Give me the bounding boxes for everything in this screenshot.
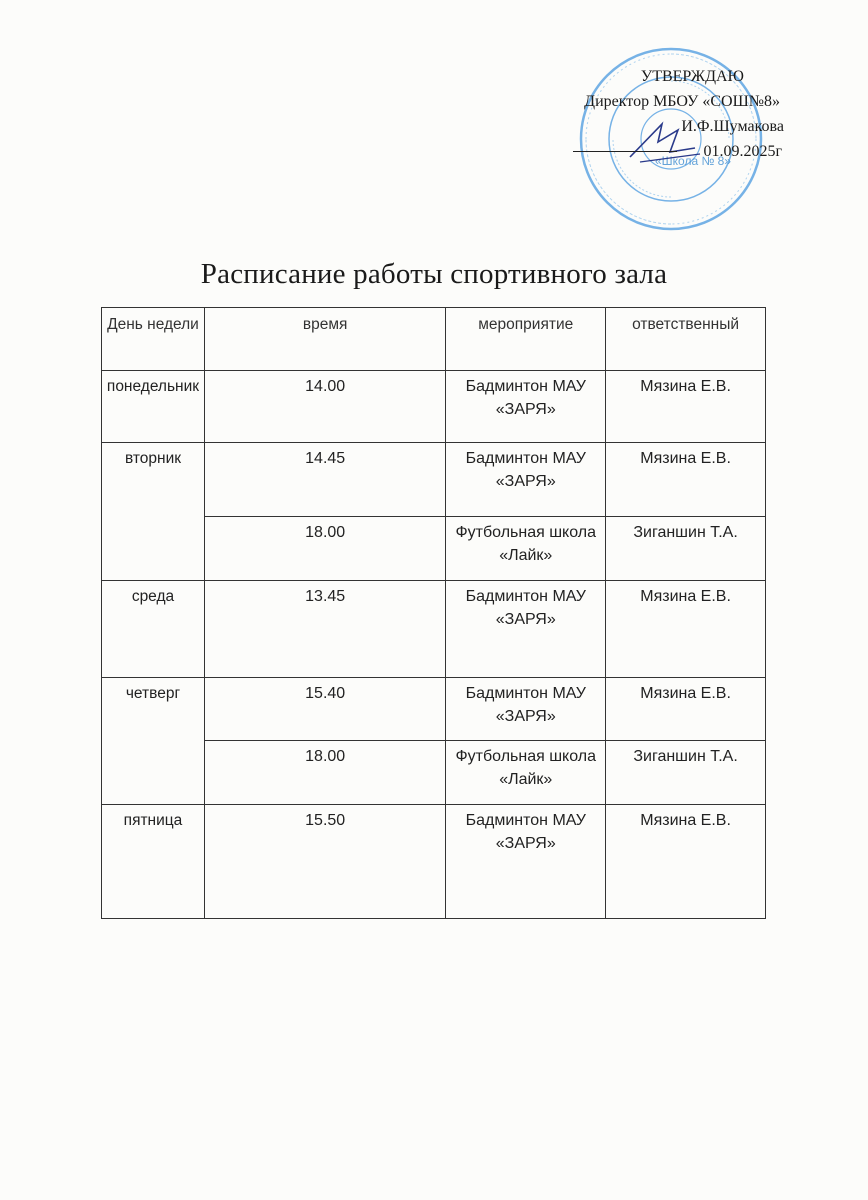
event-cell: Бадминтон МАУ «ЗАРЯ» (446, 678, 606, 741)
time-cell: 14.45 (204, 443, 445, 517)
time-cell: 15.40 (204, 678, 445, 741)
event-cell: Бадминтон МАУ «ЗАРЯ» (446, 443, 606, 517)
time-cell: 15.50 (204, 805, 445, 919)
event-cell: Бадминтон МАУ «ЗАРЯ» (446, 371, 606, 443)
day-cell: четверг (102, 678, 205, 805)
header-day: День недели (102, 308, 205, 371)
header-event: мероприятие (446, 308, 606, 371)
responsible-cell: Мязина Е.В. (606, 371, 766, 443)
time-cell: 13.45 (204, 581, 445, 678)
signature-line (573, 151, 677, 152)
table-header-row (102, 308, 766, 371)
responsible-cell: Мязина Е.В. (606, 581, 766, 678)
responsible-cell: Мязина Е.В. (606, 678, 766, 741)
page-title: Расписание работы спортивного зала (200, 258, 668, 290)
approval-block (540, 64, 790, 164)
approval-heading: УТВЕРЖДАЮ (640, 68, 744, 85)
event-cell: Футбольная школа «Лайк» (446, 517, 606, 581)
time-cell: 18.00 (204, 741, 445, 805)
responsible-cell: Мязина Е.В. (606, 805, 766, 919)
schedule-table (101, 307, 766, 919)
time-cell: 14.00 (204, 371, 445, 443)
responsible-cell: Зиганшин Т.А. (606, 741, 766, 805)
day-cell: среда (102, 581, 205, 678)
event-cell: Бадминтон МАУ «ЗАРЯ» (446, 581, 606, 678)
table-row (102, 371, 766, 443)
approval-date: 01.09.2025г (703, 143, 782, 160)
day-cell: вторник (102, 443, 205, 581)
approval-position: Директор МБОУ «СОШ№8» (584, 93, 780, 110)
event-cell: Футбольная школа «Лайк» (446, 741, 606, 805)
responsible-cell: Зиганшин Т.А. (606, 517, 766, 581)
responsible-cell: Мязина Е.В. (606, 443, 766, 517)
header-responsible: ответственный (606, 308, 766, 371)
approval-name: И.Ф.Шумакова (681, 118, 784, 135)
time-cell: 18.00 (204, 517, 445, 581)
table-row (102, 443, 766, 517)
stamp-inner-text: «Школа № 8» (655, 154, 732, 168)
table-row (102, 581, 766, 678)
event-cell: Бадминтон МАУ «ЗАРЯ» (446, 805, 606, 919)
day-cell: понедельник (102, 371, 205, 443)
header-time: время (204, 308, 445, 371)
table-row (102, 678, 766, 741)
day-cell: пятница (102, 805, 205, 919)
table-row (102, 805, 766, 919)
